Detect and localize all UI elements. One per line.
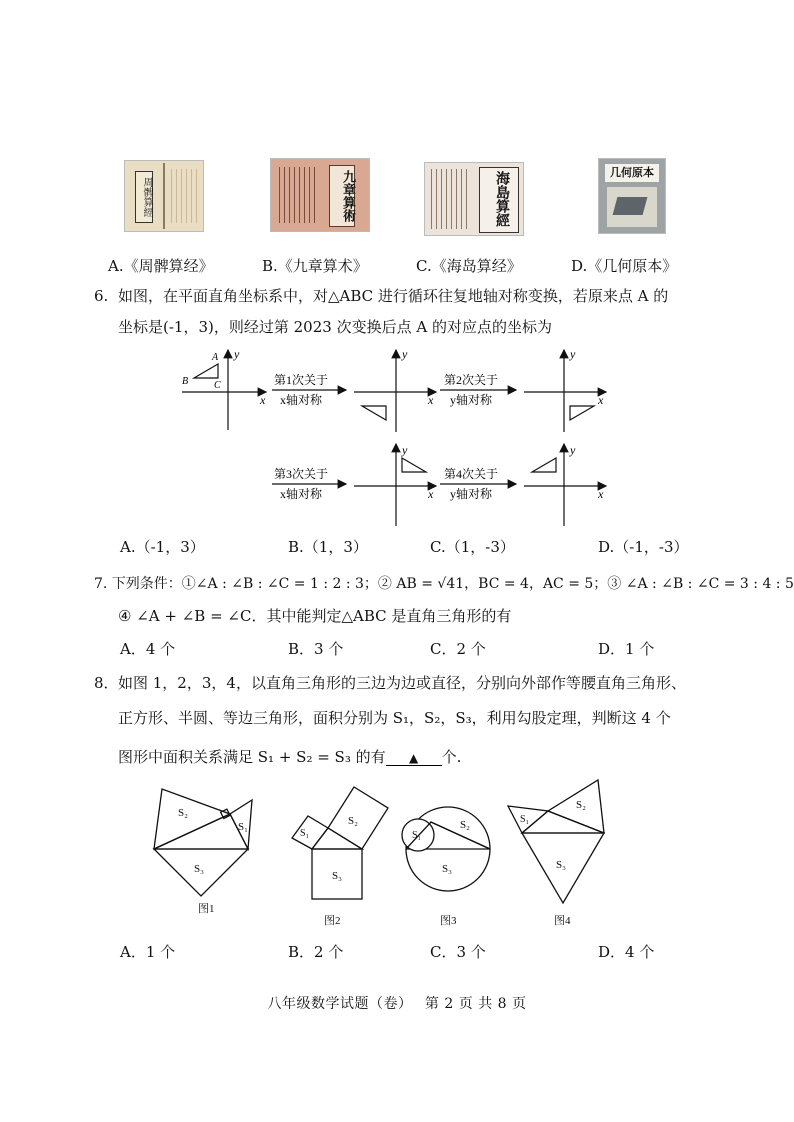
q5-option-c[interactable]: C.《海岛算经》 (416, 257, 522, 275)
q6-option-d[interactable]: D.（-1，-3） (598, 538, 689, 556)
svg-text:S₃: S₃ (442, 863, 452, 875)
svg-text:S₁: S₁ (238, 821, 248, 833)
q6-transform-diagram (176, 346, 616, 528)
book-cover-title: 九章算術 (329, 165, 355, 227)
svg-text:y: y (570, 347, 576, 361)
q8-option-a[interactable]: A．1 个 (120, 943, 176, 961)
q6-panel-step1 (354, 347, 436, 432)
q8-option-b[interactable]: B．2 个 (288, 943, 344, 961)
q7-option-d[interactable]: D．1 个 (598, 640, 655, 658)
svg-text:S₂: S₂ (348, 815, 358, 827)
answer-blank[interactable] (386, 749, 442, 766)
q6-step1-arrow (272, 372, 346, 407)
q7-option-a[interactable]: A．4 个 (120, 640, 176, 658)
q8-figure-1 (154, 789, 252, 915)
book-image-jihe (598, 158, 666, 234)
svg-text:x: x (428, 487, 434, 501)
svg-text:y: y (402, 443, 408, 457)
svg-text:第2次关于: 第2次关于 (444, 373, 499, 387)
triangle-marker-icon: ▲ (409, 751, 419, 765)
q6-step4-arrow (440, 466, 516, 501)
svg-text:y轴对称: y轴对称 (450, 393, 493, 407)
svg-text:x轴对称: x轴对称 (280, 487, 323, 501)
q6-option-a[interactable]: A.（-1，3） (120, 538, 205, 556)
svg-text:S₃: S₃ (332, 870, 342, 882)
q6-panel-original (182, 347, 266, 430)
svg-text:S₁: S₁ (412, 830, 422, 841)
svg-text:y: y (402, 347, 408, 361)
q6-step3-arrow (272, 466, 346, 501)
svg-text:x: x (598, 487, 604, 501)
q6-option-c[interactable]: C.（1，-3） (430, 538, 515, 556)
q8-number: 8． (94, 674, 119, 692)
step1-bottom: x轴对称 (280, 393, 323, 407)
fig-label-1: 图1 (198, 903, 215, 915)
page-footer: 八年级数学试题（卷） 第 2 页 共 8 页 (267, 996, 527, 1012)
triangle-abc (194, 364, 218, 378)
svg-text:第3次关于: 第3次关于 (274, 467, 329, 481)
q5-option-b[interactable]: B.《九章算术》 (262, 257, 368, 275)
svg-text:S₁: S₁ (520, 814, 530, 825)
q5-option-d[interactable]: D.《几何原本》 (571, 257, 678, 275)
q6-number: 6. (94, 287, 109, 305)
q6-panel-step2 (524, 347, 606, 432)
fig-label-3: 图3 (440, 915, 457, 927)
q6-stem-line2: 坐标是(-1，3)，则经过第 2023 次变换后点 A 的对应点的坐标为 (118, 318, 552, 336)
label-b: B (182, 376, 189, 387)
q8-stem-line3: 图形中面积关系满足 S₁ + S₂ = S₃ 的有 ▲ 个. (118, 748, 462, 766)
svg-text:x: x (598, 393, 604, 407)
svg-text:S₁: S₁ (300, 828, 310, 839)
book-image-zhoubi (124, 160, 204, 232)
svg-text:第4次关于: 第4次关于 (444, 467, 499, 481)
q6-panel-step4 (524, 443, 606, 526)
q6-option-b[interactable]: B.（1，3） (288, 538, 368, 556)
svg-text:y: y (570, 443, 576, 457)
fig-label-4: 图4 (554, 915, 571, 927)
q8-figures (148, 778, 618, 934)
svg-text:S₃: S₃ (194, 863, 204, 875)
q6-panel-step3 (354, 443, 436, 526)
svg-text:S₂: S₂ (576, 799, 586, 811)
axis-y-label: y (234, 347, 240, 361)
q7-option-c[interactable]: C．2 个 (430, 640, 486, 658)
step1-top: 第1次关于 (274, 373, 329, 387)
q6-stem-line1: 如图，在平面直角坐标系中，对△ABC 进行循环往复地轴对称变换，若原来点 A 的 (118, 287, 669, 305)
q6-step2-arrow (440, 372, 516, 407)
book-cover-title: 周髀算經 (135, 171, 153, 223)
svg-text:S₂: S₂ (178, 807, 188, 819)
q8-figure-4 (508, 780, 604, 927)
q7-stem-line1: 7. 下列条件：①∠A : ∠B : ∠C = 1 : 2 : 3；② AB = √41，BC = 4，AC = 5；③ ∠A : ∠B : ∠C = 3 : 4 : 5 (94, 576, 794, 592)
svg-text:S₃: S₃ (556, 859, 566, 871)
q8-stem-line2: 正方形、半圆、等边三角形，面积分别为 S₁，S₂，S₃，利用勾股定理，判断这 4 个 (118, 709, 671, 727)
q7-stem-line2: ④ ∠A + ∠B = ∠C．其中能判定△ABC 是直角三角形的有 (118, 607, 512, 625)
q8-figure-2 (292, 787, 388, 927)
book-cover-title: 几何原本 (605, 164, 659, 182)
q5-option-a[interactable]: A.《周髀算经》 (108, 257, 214, 275)
book-image-haidao (424, 162, 524, 236)
svg-text:y轴对称: y轴对称 (450, 487, 493, 501)
label-c: C (214, 380, 221, 391)
label-a: A (212, 352, 219, 363)
svg-text:S₂: S₂ (460, 819, 470, 831)
q7-option-b[interactable]: B．3 个 (288, 640, 344, 658)
svg-text:x: x (428, 393, 434, 407)
fig-label-2: 图2 (324, 915, 341, 927)
q8-option-d[interactable]: D．4 个 (598, 943, 655, 961)
q8-figure-3 (402, 807, 490, 927)
q8-option-c[interactable]: C．3 个 (430, 943, 486, 961)
q8-stem-line1: 如图 1，2，3，4，以直角三角形的三边为边或直径，分别向外部作等腰直角三角形、 (118, 674, 686, 692)
book-cover-title: 海島算經 (494, 171, 510, 227)
axis-x-label: x (260, 393, 266, 407)
book-image-jiuzhang (270, 158, 370, 232)
